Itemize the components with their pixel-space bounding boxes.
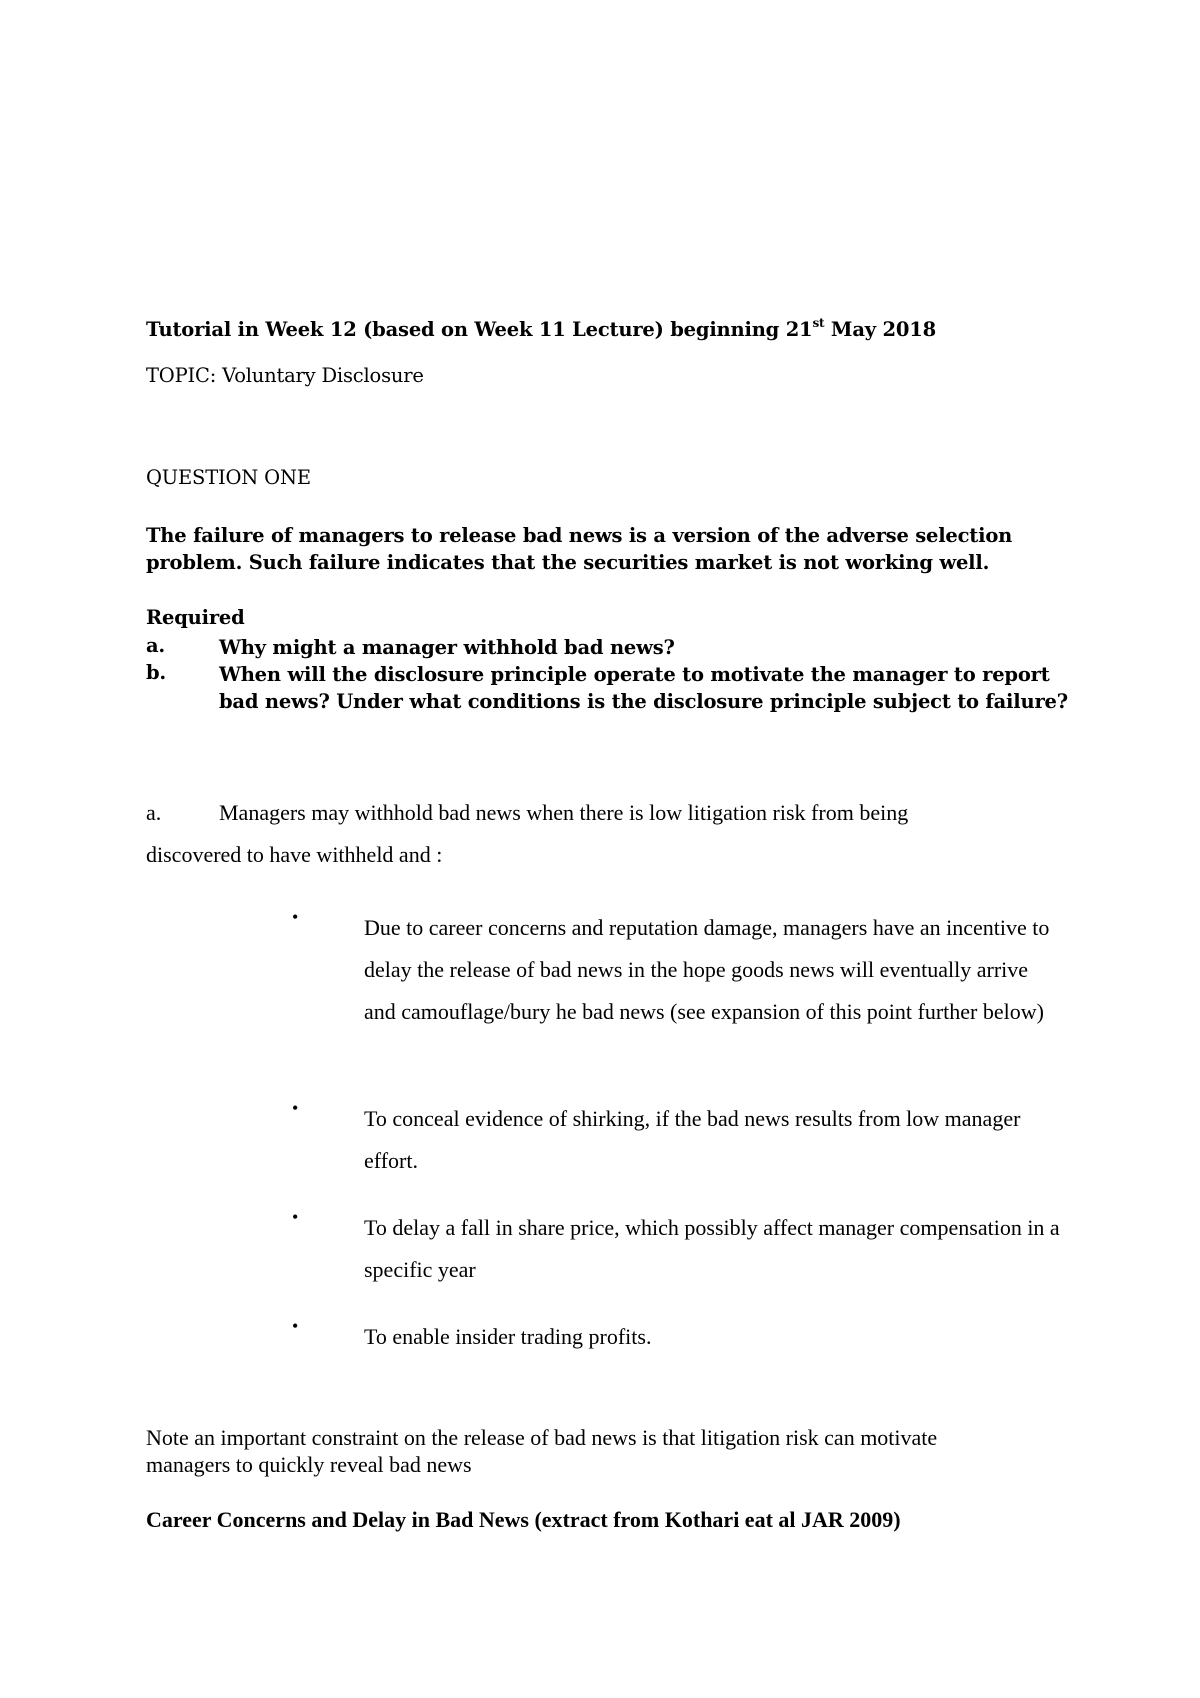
question-item-label: b.	[146, 661, 167, 684]
topic-line: TOPIC: Voluntary Disclosure	[146, 364, 424, 387]
answer-a-line2: discovered to have withheld and :	[146, 842, 443, 867]
note-line1: Note an important constraint on the release of bad news is that litigation risk can motivate	[146, 1425, 938, 1450]
question-statement-line1: The failure of managers to release bad news is a version of the adverse selection	[146, 524, 1013, 547]
question-item-text: Why might a manager withhold bad news?	[219, 636, 675, 659]
question-statement-line2: problem. Such failure indicates that the securities market is not working well.	[146, 551, 990, 574]
bullet-text: To delay a fall in share price, which possibly affect manager compensation in a specific year	[364, 1215, 1060, 1282]
question-heading: QUESTION ONE	[146, 466, 311, 489]
document-title	[146, 318, 936, 341]
bullet-icon: •	[292, 907, 299, 927]
bullet-icon: •	[292, 1098, 299, 1118]
bullet-text: To enable insider trading profits.	[364, 1324, 652, 1349]
answer-a-label: a.	[146, 800, 162, 825]
bullet-icon: •	[292, 1207, 299, 1227]
section-heading: Career Concerns and Delay in Bad News (extract from Kothari eat al JAR 2009)	[146, 1507, 901, 1532]
question-item-text: When will the disclosure principle operate to motivate the manager to report bad news? Under what conditions is the disclosure principle subject to failure?	[219, 663, 1068, 713]
title-superscript: st	[812, 316, 825, 330]
bullet-text: To conceal evidence of shirking, if the bad news results from low manager effort.	[364, 1106, 1021, 1173]
answer-a-line1: Managers may withhold bad news when there is low litigation risk from being	[219, 800, 909, 825]
note-line2: managers to quickly reveal bad news	[146, 1452, 472, 1477]
title-text: Tutorial in Week 12 (based on Week 11 Lecture) beginning 21	[146, 318, 813, 341]
question-item-label: a.	[146, 634, 166, 657]
bullet-icon: •	[292, 1316, 299, 1336]
bullet-text: Due to career concerns and reputation damage, managers have an incentive to delay the release of bad news in the hope goods news will eventually arrive and camouflage/bury he bad news (see expansion of this point further below)	[364, 915, 1050, 1024]
title-date-text: May 2018	[824, 318, 936, 341]
required-label: Required	[146, 606, 245, 629]
